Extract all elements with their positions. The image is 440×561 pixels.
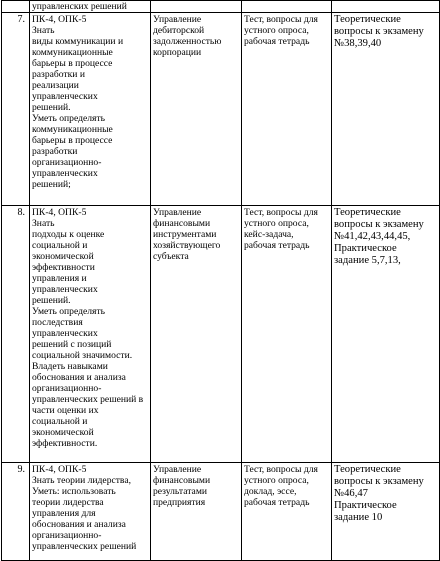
cell-competency-line: организационно- <box>32 530 102 541</box>
cell-number-line: 9. <box>17 464 25 475</box>
table-row <box>2 13 440 206</box>
table-row <box>2 463 440 561</box>
cell-competency-line: управленческих <box>32 168 98 179</box>
cell-competency-line: разработки и <box>32 69 85 80</box>
cell-method-line: кейс-задача, <box>244 229 294 240</box>
cell-competency-line: Знать теории лидерства, <box>32 475 131 486</box>
assessment-table <box>1 0 440 561</box>
cell-competency: управленских решений <box>30 1 151 13</box>
cell-competency-line: виды коммуникации и <box>32 36 124 47</box>
cell-criteria <box>332 463 440 561</box>
table-row <box>2 206 440 463</box>
cell-competency-line: Уметь: использовать <box>32 486 116 497</box>
cell-topic-line: предприятия <box>153 497 206 508</box>
cell-topic-line: задолженностью <box>153 36 222 47</box>
cell-competency-line: управления и <box>32 273 87 284</box>
cell-number <box>2 206 30 463</box>
cell-method-line: рабочая тетрадь <box>244 497 310 508</box>
cell-number <box>2 13 30 206</box>
cell-method-line: устного опроса, <box>244 218 309 229</box>
cell-competency-line: реализации <box>32 80 79 91</box>
cell-competency-line: организационно- <box>32 383 102 394</box>
cell-competency-line: коммуникационные <box>32 47 113 58</box>
cell-criteria-line: №38,39,40 <box>334 38 382 49</box>
cell-competency-line: подходы к оценке <box>32 229 105 240</box>
cell-topic-line: результатами <box>153 486 208 497</box>
cell-method-line: рабочая тетрадь <box>244 240 310 251</box>
cell-criteria-line: №41,42,43,44,45, <box>334 231 411 242</box>
cell-method-line: устного опроса, <box>244 25 309 36</box>
cell-topic <box>151 463 242 561</box>
cell-criteria-line: Теоретические <box>334 464 401 475</box>
cell-competency-line: экономической <box>32 427 94 438</box>
cell-criteria <box>332 1 440 13</box>
cell-competency <box>30 206 151 463</box>
cell-competency-line: ПК-4, ОПК-5 <box>32 14 87 25</box>
cell-competency-line: экономической <box>32 251 94 262</box>
cell-topic <box>151 1 242 13</box>
cell-criteria-line: вопросы к экзамену <box>334 26 424 37</box>
cell-competency-line: ПК-4, ОПК-5 <box>32 207 87 218</box>
cell-competency-line: Уметь определять <box>32 113 106 124</box>
cell-criteria-line: Теоретические <box>334 14 401 25</box>
cell-competency <box>30 13 151 206</box>
cell-topic <box>151 13 242 206</box>
cell-topic-line: дебиторской <box>153 25 205 36</box>
cell-topic-line: Управление <box>153 464 202 475</box>
cell-criteria-line: задание 5,7,13, <box>334 255 401 266</box>
cell-criteria <box>332 13 440 206</box>
cell-topic-line: инструментами <box>153 229 217 240</box>
cell-topic-line: субъекта <box>153 251 189 262</box>
cell-competency-line: эффективности <box>32 262 95 273</box>
cell-competency-line: Знать <box>32 25 55 36</box>
cell-competency-line: социальной и <box>32 240 88 251</box>
cell-criteria-line: Теоретические <box>334 207 401 218</box>
cell-competency-line: барьеры в процессе <box>32 135 113 146</box>
cell-competency-line: последствия <box>32 317 83 328</box>
cell-method-line: Тест, вопросы для <box>244 207 318 218</box>
cell-competency-line: обоснования и анализа <box>32 372 126 383</box>
cell-competency-line: обоснования и анализа <box>32 519 126 530</box>
cell-method-line: Тест, вопросы для <box>244 464 318 475</box>
cell-criteria-line: задание 10 <box>334 512 383 523</box>
cell-method-line: доклад, эссе, <box>244 486 297 497</box>
cell-competency-line: Владеть навыками <box>32 361 108 372</box>
cell-competency-line: управленческих решений <box>32 541 137 552</box>
cell-competency <box>30 463 151 561</box>
cell-competency-line: управленческих решений в <box>32 394 144 405</box>
cell-competency-line: социальной значимости. <box>32 350 133 361</box>
cell-competency-line: управленческих <box>32 91 98 102</box>
cell-method-line: устного опроса, <box>244 475 309 486</box>
cell-number <box>2 463 30 561</box>
cell-number <box>2 1 30 13</box>
cell-competency-line: эффективности. <box>32 438 98 449</box>
cell-competency-line: решений. <box>32 295 71 306</box>
cell-method <box>242 1 332 13</box>
cell-competency-line: Знать <box>32 218 55 229</box>
cell-competency-line: решений. <box>32 102 71 113</box>
cell-topic-line: корпорации <box>153 47 202 58</box>
cell-method <box>242 463 332 561</box>
cell-competency-line: ПК-4, ОПК-5 <box>32 464 87 475</box>
cell-criteria-line: Практическое <box>334 243 397 254</box>
cell-topic-line: финансовыми <box>153 475 211 486</box>
cell-criteria-line: Практическое <box>334 500 397 511</box>
cell-topic-line: финансовыми <box>153 218 211 229</box>
cell-method <box>242 206 332 463</box>
cell-competency-line: теории лидерства <box>32 497 104 508</box>
cell-criteria-line: вопросы к экзамену <box>334 476 424 487</box>
cell-number-line: 8. <box>17 207 25 218</box>
cell-criteria-line: №46,47 <box>334 488 368 499</box>
cell-competency-line: организационно- <box>32 157 102 168</box>
cell-competency-line: Уметь определять <box>32 306 106 317</box>
cell-competency-line: разработки <box>32 146 78 157</box>
cell-method-line: рабочая тетрадь <box>244 36 310 47</box>
cell-competency-line: управленческих <box>32 328 98 339</box>
table-row-continued <box>2 1 440 13</box>
cell-criteria-line: вопросы к экзамену <box>334 219 424 230</box>
cell-competency-line: барьеры в процессе <box>32 58 113 69</box>
cell-criteria <box>332 206 440 463</box>
cell-topic-line: Управление <box>153 207 202 218</box>
cell-competency-line: решений с позиций <box>32 339 112 350</box>
cell-competency-line: коммуникационные <box>32 124 113 135</box>
cell-competency-line: управления для <box>32 508 96 519</box>
cell-topic-line: хозяйствующего <box>153 240 221 251</box>
cell-number-line: 7. <box>17 14 25 25</box>
cell-topic-line: Управление <box>153 14 202 25</box>
cell-competency-line: решений; <box>32 179 71 190</box>
cell-competency-line: социальной и <box>32 416 88 427</box>
cell-method <box>242 13 332 206</box>
cell-topic <box>151 206 242 463</box>
cell-method-line: Тест, вопросы для <box>244 14 318 25</box>
cell-competency-line: части оценки их <box>32 405 99 416</box>
cell-competency-line: управленческих <box>32 284 98 295</box>
